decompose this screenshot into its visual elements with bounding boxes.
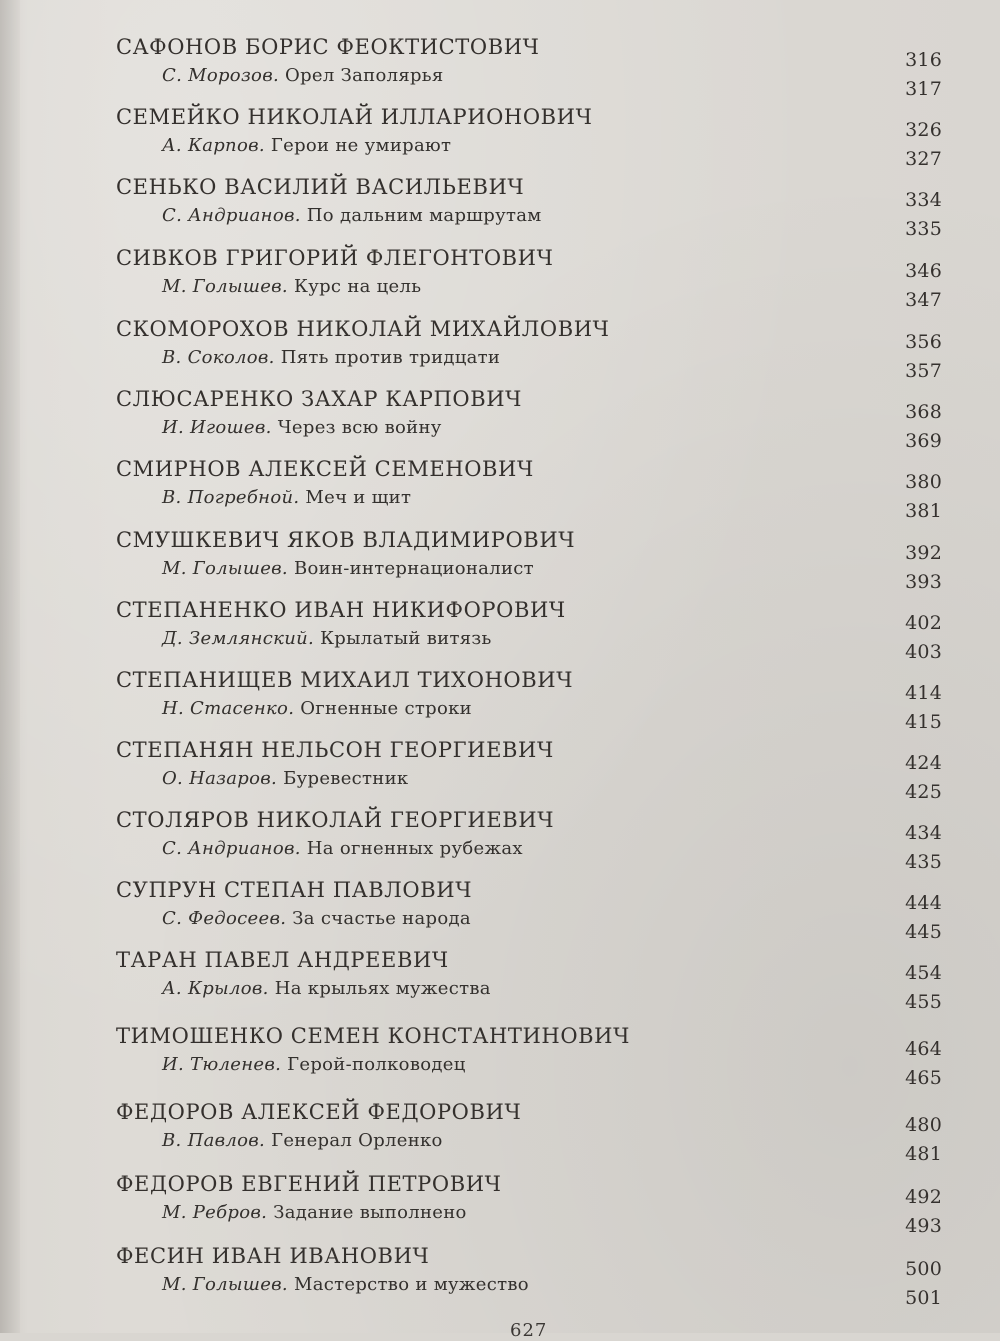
- article-line: [162, 65, 444, 86]
- page-end: 393: [905, 571, 942, 593]
- toc-entry: [0, 387, 1000, 457]
- toc-entry: [0, 1244, 1000, 1314]
- article-line: [162, 205, 542, 226]
- article-author: Д. Землянский.: [162, 628, 315, 649]
- article-title: Буревестник: [283, 768, 409, 789]
- page-start: 326: [905, 119, 942, 141]
- article-title: Задание выполнено: [273, 1202, 467, 1223]
- hero-name: СМИРНОВ АЛЕКСЕЙ СЕМЕНОВИЧ: [116, 457, 534, 481]
- article-author: В. Соколов.: [162, 347, 275, 368]
- article-author: И. Тюленев.: [162, 1054, 282, 1075]
- article-title: Орел Заполярья: [285, 65, 444, 86]
- toc-entry: [0, 528, 1000, 598]
- page-start: 316: [905, 49, 942, 71]
- article-line: [162, 768, 408, 789]
- article-title: На огненных рубежах: [306, 838, 523, 859]
- hero-name: ТИМОШЕНКО СЕМЕН КОНСТАНТИНОВИЧ: [116, 1024, 630, 1048]
- article-line: [162, 487, 411, 508]
- article-line: [162, 1202, 467, 1223]
- toc-entry: [0, 35, 1000, 105]
- page-start: 492: [905, 1186, 942, 1208]
- page-end: 415: [905, 711, 942, 733]
- page-start: 500: [905, 1258, 942, 1280]
- article-author: В. Погребной.: [162, 487, 300, 508]
- page-start: 414: [905, 682, 942, 704]
- page-end: 435: [905, 851, 942, 873]
- hero-name: СЛЮСАРЕНКО ЗАХАР КАРПОВИЧ: [116, 387, 522, 411]
- article-author: В. Павлов.: [162, 1130, 266, 1151]
- page-start: 392: [905, 542, 942, 564]
- hero-name: СМУШКЕВИЧ ЯКОВ ВЛАДИМИРОВИЧ: [116, 528, 576, 552]
- article-line: [162, 1130, 443, 1151]
- page-end: 403: [905, 641, 942, 663]
- hero-name: ФЕДОРОВ АЛЕКСЕЙ ФЕДОРОВИЧ: [116, 1100, 522, 1124]
- toc-entry: [0, 1172, 1000, 1242]
- article-title: Крылатый витязь: [320, 628, 492, 649]
- page-end: 445: [905, 921, 942, 943]
- toc-entry: [0, 598, 1000, 668]
- article-line: [162, 558, 534, 579]
- article-line: [162, 135, 451, 156]
- article-title: Генерал Орленко: [271, 1130, 443, 1151]
- toc-entry: [0, 246, 1000, 316]
- page-start: 368: [905, 401, 942, 423]
- article-title: По дальним маршрутам: [306, 205, 542, 226]
- article-line: [162, 978, 491, 999]
- hero-name: СКОМОРОХОВ НИКОЛАЙ МИХАЙЛОВИЧ: [116, 317, 610, 341]
- page-start: 346: [905, 260, 942, 282]
- article-line: [162, 276, 421, 297]
- hero-name: СИВКОВ ГРИГОРИЙ ФЛЕГОНТОВИЧ: [116, 246, 554, 270]
- page-end: 425: [905, 781, 942, 803]
- article-author: И. Игошев.: [162, 417, 272, 438]
- article-author: С. Федосеев.: [162, 908, 287, 929]
- hero-name: СЕМЕЙКО НИКОЛАЙ ИЛЛАРИОНОВИЧ: [116, 105, 593, 129]
- article-line: [162, 698, 472, 719]
- page-end: 501: [905, 1287, 942, 1309]
- article-line: [162, 1054, 466, 1075]
- hero-name: СТЕПАНЕНКО ИВАН НИКИФОРОВИЧ: [116, 598, 566, 622]
- page-end: 335: [905, 218, 942, 240]
- page-end: 381: [905, 500, 942, 522]
- page-end: 327: [905, 148, 942, 170]
- article-line: [162, 347, 500, 368]
- article-title: Огненные строки: [300, 698, 472, 719]
- page-start: 356: [905, 331, 942, 353]
- hero-name: ТАРАН ПАВЕЛ АНДРЕЕВИЧ: [116, 948, 449, 972]
- page-start: 480: [905, 1114, 942, 1136]
- hero-name: САФОНОВ БОРИС ФЕОКТИСТОВИЧ: [116, 35, 540, 59]
- article-line: [162, 417, 442, 438]
- page-start: 434: [905, 822, 942, 844]
- toc-entry: [0, 175, 1000, 245]
- hero-name: СТЕПАНИЩЕВ МИХАИЛ ТИХОНОВИЧ: [116, 668, 574, 692]
- article-title: За счастье народа: [292, 908, 471, 929]
- article-line: [162, 908, 471, 929]
- article-title: Через всю войну: [277, 417, 442, 438]
- page-start: 444: [905, 892, 942, 914]
- page-start: 334: [905, 189, 942, 211]
- toc-entry: [0, 808, 1000, 878]
- toc-entry: [0, 948, 1000, 1018]
- page-end: 347: [905, 289, 942, 311]
- article-author: С. Андрианов.: [162, 205, 301, 226]
- toc-entry: [0, 1100, 1000, 1170]
- article-title: Курс на цель: [293, 276, 422, 297]
- article-line: [162, 1274, 529, 1295]
- article-author: М. Ребров.: [162, 1202, 268, 1223]
- page-start: 380: [905, 471, 942, 493]
- page-end: 455: [905, 991, 942, 1013]
- toc-entry: [0, 1024, 1000, 1094]
- page-number: 627: [510, 1320, 548, 1341]
- page-start: 424: [905, 752, 942, 774]
- article-title: Воин-интернационалист: [293, 558, 534, 579]
- hero-name: СЕНЬКО ВАСИЛИЙ ВАСИЛЬЕВИЧ: [116, 175, 525, 199]
- page-end: 465: [905, 1067, 942, 1089]
- toc-entry: [0, 668, 1000, 738]
- hero-name: ФЕДОРОВ ЕВГЕНИЙ ПЕТРОВИЧ: [116, 1172, 502, 1196]
- page-start: 464: [905, 1038, 942, 1060]
- toc-entry: [0, 878, 1000, 948]
- article-author: С. Андрианов.: [162, 838, 301, 859]
- page-end: 357: [905, 360, 942, 382]
- toc-entry: [0, 317, 1000, 387]
- toc-entry: [0, 738, 1000, 808]
- article-author: А. Крылов.: [162, 978, 269, 999]
- article-author: А. Карпов.: [162, 135, 265, 156]
- article-title: На крыльях мужества: [274, 978, 491, 999]
- article-title: Мастерство и мужество: [293, 1274, 529, 1295]
- hero-name: СТОЛЯРОВ НИКОЛАЙ ГЕОРГИЕВИЧ: [116, 808, 555, 832]
- article-line: [162, 838, 523, 859]
- hero-name: ФЕСИН ИВАН ИВАНОВИЧ: [116, 1244, 430, 1268]
- page-start: 454: [905, 962, 942, 984]
- page-end: 317: [905, 78, 942, 100]
- page-end: 481: [905, 1143, 942, 1165]
- hero-name: СТЕПАНЯН НЕЛЬСОН ГЕОРГИЕВИЧ: [116, 738, 554, 762]
- page-end: 493: [905, 1215, 942, 1237]
- hero-name: СУПРУН СТЕПАН ПАВЛОВИЧ: [116, 878, 473, 902]
- article-author: С. Морозов.: [162, 65, 279, 86]
- article-author: М. Голышев.: [162, 276, 288, 297]
- article-line: [162, 628, 492, 649]
- article-author: О. Назаров.: [162, 768, 278, 789]
- article-title: Герой-полководец: [287, 1054, 466, 1075]
- article-author: Н. Стасенко.: [162, 698, 295, 719]
- article-title: Герои не умирают: [270, 135, 452, 156]
- page-start: 402: [905, 612, 942, 634]
- page-end: 369: [905, 430, 942, 452]
- article-author: М. Голышев.: [162, 558, 288, 579]
- article-title: Пять против тридцати: [280, 347, 501, 368]
- article-author: М. Голышев.: [162, 1274, 288, 1295]
- toc-entry: [0, 457, 1000, 527]
- article-title: Меч и щит: [305, 487, 412, 508]
- toc-entry: [0, 105, 1000, 175]
